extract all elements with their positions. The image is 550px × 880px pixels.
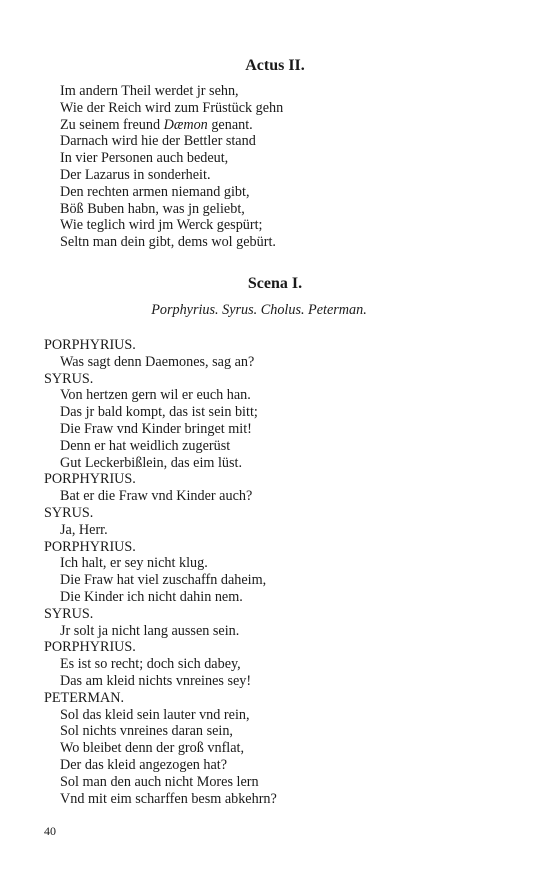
verse-line: Böß Buben habn, was jn geliebt, [60, 200, 245, 217]
verse-line: Zu seinem freund Dæmon genant. [60, 116, 253, 133]
dialogue-line: Ja, Herr. [60, 521, 108, 538]
speaker-name: SYRUS. [44, 370, 94, 387]
speaker-name: PORPHYRIUS. [44, 471, 136, 488]
prologue-verse [60, 83, 283, 251]
dialogue-line: Die Kinder ich nicht dahin nem. [60, 588, 243, 605]
verse-line: Im andern Theil werdet jr sehn, [60, 83, 239, 99]
verse-line: Wie der Reich wird zum Früstück gehn [60, 99, 284, 116]
speaker-name: SYRUS. [44, 605, 94, 622]
speaker-name: PORPHYRIUS. [44, 337, 136, 353]
dialogue-line: Ich halt, er sey nicht klug. [60, 555, 208, 572]
dialogue-line: Es ist so recht; doch sich dabey, [60, 656, 241, 673]
dialogue-line: Was sagt denn Daemones, sag an? [60, 353, 255, 370]
verse-line: Seltn man dein gibt, dems wol gebürt. [60, 234, 276, 251]
dialogue-line: Vnd mit eim scharffen besm abkehrn? [60, 790, 277, 807]
dialogue-line: Sol man den auch nicht Mores lern [60, 773, 259, 790]
verse-line: Den rechten armen niemand gibt, [60, 183, 250, 200]
page-number: 40 [44, 824, 56, 838]
dialogue-line: Von hertzen gern wil er euch han. [60, 387, 251, 404]
dialogue-line: Denn er hat weidlich zugerüst [60, 437, 231, 454]
dialogue-line: Das jr bald kompt, das ist sein bitt; [60, 404, 258, 421]
dialogue-line: Bat er die Fraw vnd Kinder auch? [60, 488, 253, 505]
verse-line: Wie teglich wird jm Werck gespürt; [60, 217, 263, 234]
verse-line: Der Lazarus in sonderheit. [60, 166, 211, 183]
dialogue-line: Sol nichts vnreines daran sein, [60, 723, 233, 740]
speaker-name: PORPHYRIUS. [44, 639, 136, 656]
act-heading: Actus II. [245, 57, 305, 74]
dialogue-line: Sol das kleid sein lauter vnd rein, [60, 706, 250, 723]
verse-line: Darnach wird hie der Bettler stand [60, 133, 256, 150]
speaker-name: SYRUS. [44, 504, 94, 521]
dialogue-line: Gut Leckerbißlein, das eim lüst. [60, 454, 243, 471]
dialogue-line: Der das kleid angezogen hat? [60, 756, 228, 773]
dialogue-line: Die Fraw hat viel zuschaffn daheim, [60, 572, 267, 589]
dialogue [44, 337, 277, 807]
speaker-name: PORPHYRIUS. [44, 538, 136, 555]
dialogue-line: Wo bleibet denn der groß vnflat, [60, 740, 245, 757]
dialogue-line: Das am kleid nichts vnreines sey! [60, 672, 252, 689]
scene-heading: Scena I. [247, 275, 303, 292]
dialogue-line: Jr solt ja nicht lang aussen sein. [60, 622, 240, 639]
speaker-name: PETERMAN. [44, 689, 125, 706]
scene-persons: Porphyrius. Syrus. Cholus. Peterman. [151, 302, 367, 318]
dialogue-line: Die Fraw vnd Kinder bringet mit! [60, 420, 252, 437]
verse-line: In vier Personen auch bedeut, [60, 150, 229, 167]
